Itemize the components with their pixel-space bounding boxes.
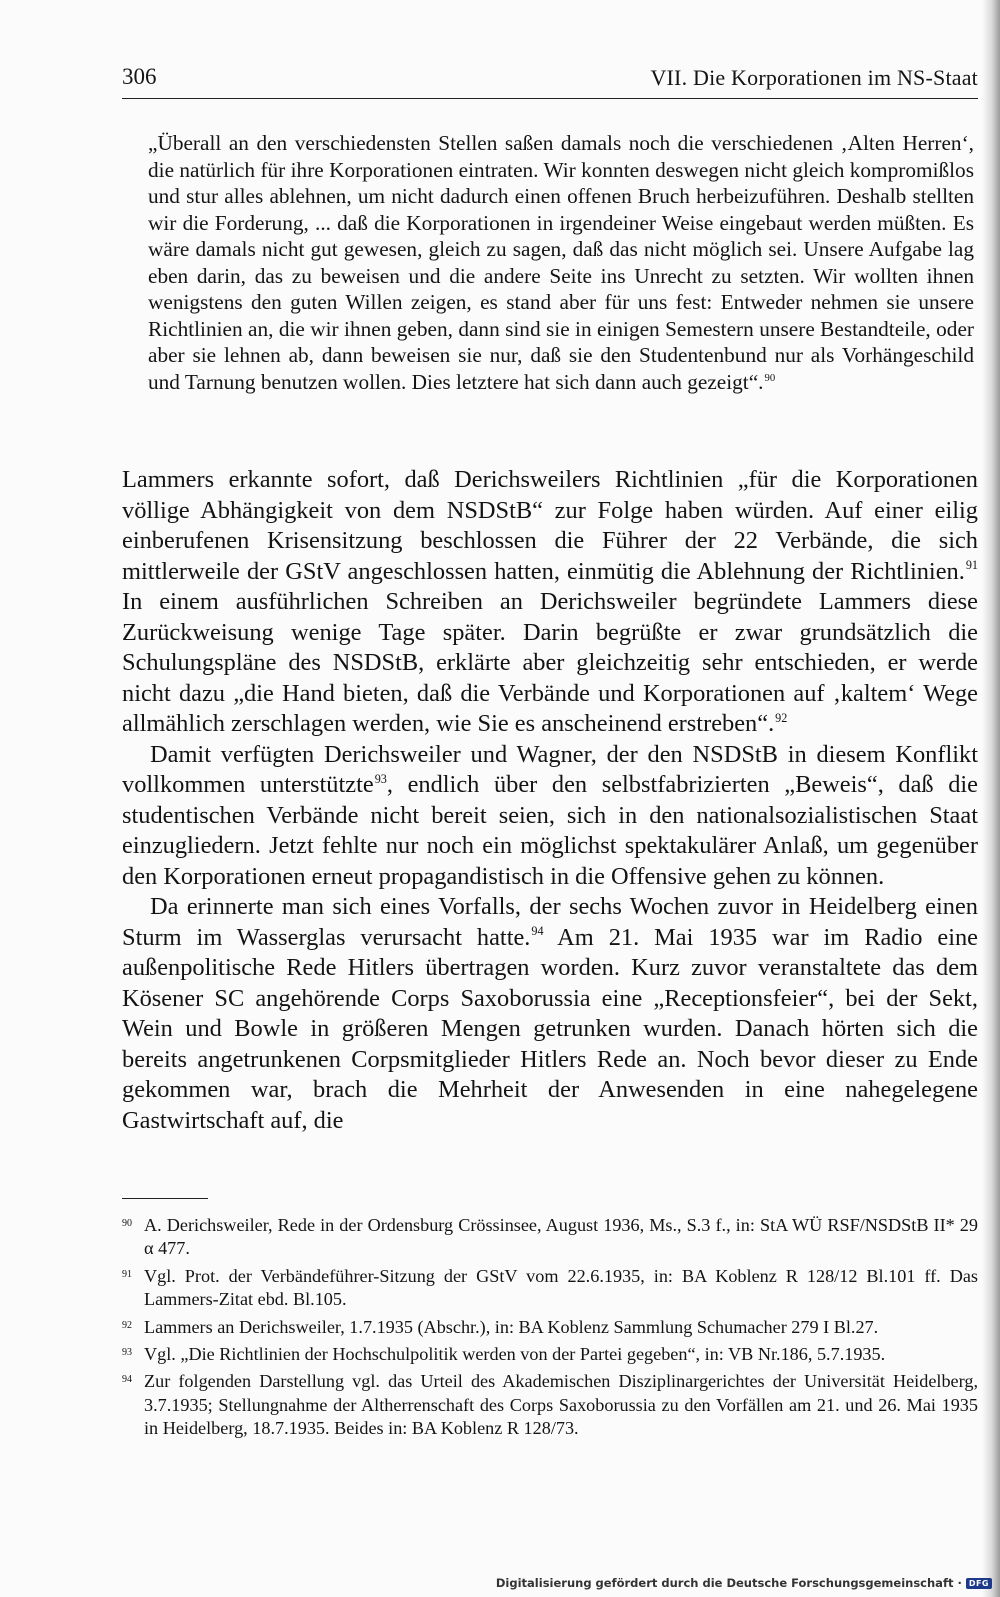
page-number: 306: [122, 64, 157, 89]
paragraph-text: Damit verfügten Derichsweiler und Wagner, der den NSDStB in diesem Konflikt vollkommen unterstützte: [122, 740, 978, 798]
paragraph-text: In einem ausführlichen Schreiben an Derichsweiler begründete Lammers diese Zurückweisung wenige Tage später. Darin begrüßte er zwar grundsätzlich die Schulungspläne des NSDStB, erklärte aber gleichzeitig sehr entschieden, er werde nicht dazu „die Hand bieten, daß die Verbände und Korporationen auf ‚kaltem‘ Wege allmählich zerschlagen werden, wie Sie es anscheinend erstreben“.: [122, 588, 978, 737]
page-header: [122, 64, 978, 99]
digitization-footer: [496, 1576, 992, 1590]
footnote-94: [122, 1370, 978, 1440]
paragraph-1: [122, 465, 978, 740]
footnote-number: 94: [122, 1374, 132, 1386]
footnote-ref-91: 91: [965, 558, 978, 573]
footnote-90: [122, 1214, 978, 1261]
paragraph-2: [122, 740, 978, 893]
footnote-text: Zur folgenden Darstellung vgl. das Urteil des Akademischen Disziplinargerichtes der Universität Heidelberg, 3.7.1935; Stellungnahme der Altherrenschaft des Corps Saxoborussia zu den Vorfällen am 21. und 26. Mai 1935 in Heidelberg, 18.7.1935. Beides in: BA Koblenz R 128/73.: [144, 1371, 978, 1439]
footnote-text: A. Derichsweiler, Rede in der Ordensburg Crössinsee, August 1936, Ms., S.3 f., in: StA WÜ RSF/NSDStB II* 29 α 477.: [144, 1215, 978, 1259]
footnote-ref-93: 93: [374, 771, 387, 786]
footnote-92: [122, 1316, 978, 1339]
footnotes: [122, 1214, 978, 1445]
footnote-text: Vgl. „Die Richtlinien der Hochschulpolitik werden von der Partei gegeben“, in: VB Nr.186, 5.7.1935.: [144, 1344, 886, 1365]
footnote-93: [122, 1343, 978, 1366]
digitization-note: Digitalisierung gefördert durch die Deutsche Forschungsgemeinschaft ·: [495, 1576, 962, 1590]
running-title: VII. Die Korporationen im NS-Staat: [650, 65, 978, 90]
paragraph-text: Lammers erkannte sofort, daß Derichsweilers Richtlinien „für die Korporationen völlige Abhängigkeit von dem NSDStB“ zur Folge haben würden. Auf einer eilig einberufenen Krisensitzung beschlossen die Führer der 22 Verbände, die sich mittlerweile der GStV angeschlossen hatten, einmütig die Ablehnung der Richtlinien.: [122, 466, 978, 585]
footnote-ref-94: 94: [531, 924, 544, 939]
quote-paragraph: [148, 130, 974, 395]
footnote-ref-92: 92: [775, 710, 788, 725]
quote-text: „Überall an den verschiedensten Stellen saßen damals noch die verschiedenen ‚Alten Herren‘, die natürlich für ihre Korporationen eintraten. Wir konnten deswegen nicht gleich kompromißlos und stur alles ablehnen, um nicht dadurch einen offenen Bruch herbeizuführen. Deshalb stellten wir die Forderung, ... daß die Korporationen in irgendeiner Weise eingebaut werden müßten. Es wäre damals nicht gut gewesen, gleich zu sagen, daß das nicht möglich sei. Unsere Aufgabe lag eben darin, das zu beweisen und die andere Seite ins Unrecht zu setzten. Wir wollten ihnen wenigstens den guten Willen zeigen, es stand aber für uns fest: Entweder nehmen sie unsere Richtlinien an, die wir ihnen geben, dann sind sie in einigen Semestern unsere Bestandteile, oder aber sie lehnen ab, dann beweisen sie nur, daß sie den Studentenbund nur als Vorhängeschild und Tarnung benutzen wollen. Dies letztere hat sich dann auch gezeigt“.: [148, 131, 974, 394]
paragraph-3: [122, 892, 978, 1136]
footnote-91: [122, 1265, 978, 1312]
footnote-number: 93: [122, 1347, 132, 1359]
footnote-separator: [122, 1198, 208, 1199]
footnote-number: 91: [122, 1268, 132, 1280]
footnote-ref-90: 90: [764, 372, 776, 384]
footnote-number: 90: [122, 1218, 132, 1229]
paragraph-text: Da erinnerte man sich eines Vorfalls, der sechs Wochen zuvor in Heidelberg einen Sturm im Wasserglas verursacht hatte.: [122, 893, 978, 951]
page-edge-shadow: [982, 0, 1000, 1597]
block-quote: [148, 130, 974, 395]
footnote-number: 92: [122, 1319, 132, 1331]
main-text: [122, 465, 978, 1136]
paragraph-text: Am 21. Mai 1935 war im Radio eine außenpolitische Rede Hitlers übertragen worden. Kurz zuvor veranstaltete das dem Kösener SC angehörende Corps Saxoborussia eine „Receptionsfeier“, bei der Sekt, Wein und Bowle in größeren Mengen getrunken wurden. Danach hörten sich die bereits angetrunkenen Corpsmitglieder Hitlers Rede an. Noch bevor dieser zu Ende gekommen war, brach die Mehrheit der Anwesenden in eine nahegelegene Gastwirtschaft auf, die: [122, 923, 979, 1134]
footnote-text: Lammers an Derichsweiler, 1.7.1935 (Abschr.), in: BA Koblenz Sammlung Schumacher 279 I Bl.27.: [144, 1316, 879, 1337]
footnote-text: Vgl. Prot. der Verbändeführer-Sitzung der GStV vom 22.6.1935, in: BA Koblenz R 128/12 Bl.101 ff. Das Lammers-Zitat ebd. Bl.105.: [144, 1265, 978, 1310]
paragraph-text: , endlich über den selbstfabrizierten „Beweis“, daß die studentischen Verbände nicht bereit seien, sich in den nationalsozialistischen Staat einzugliedern. Jetzt fehlte nur noch ein möglichst spektakulärer Anlaß, um gegenüber den Korporationen erneut propagandistisch in die Offensive gehen zu können.: [122, 771, 979, 890]
dfg-logo-icon: DFG: [966, 1578, 992, 1589]
